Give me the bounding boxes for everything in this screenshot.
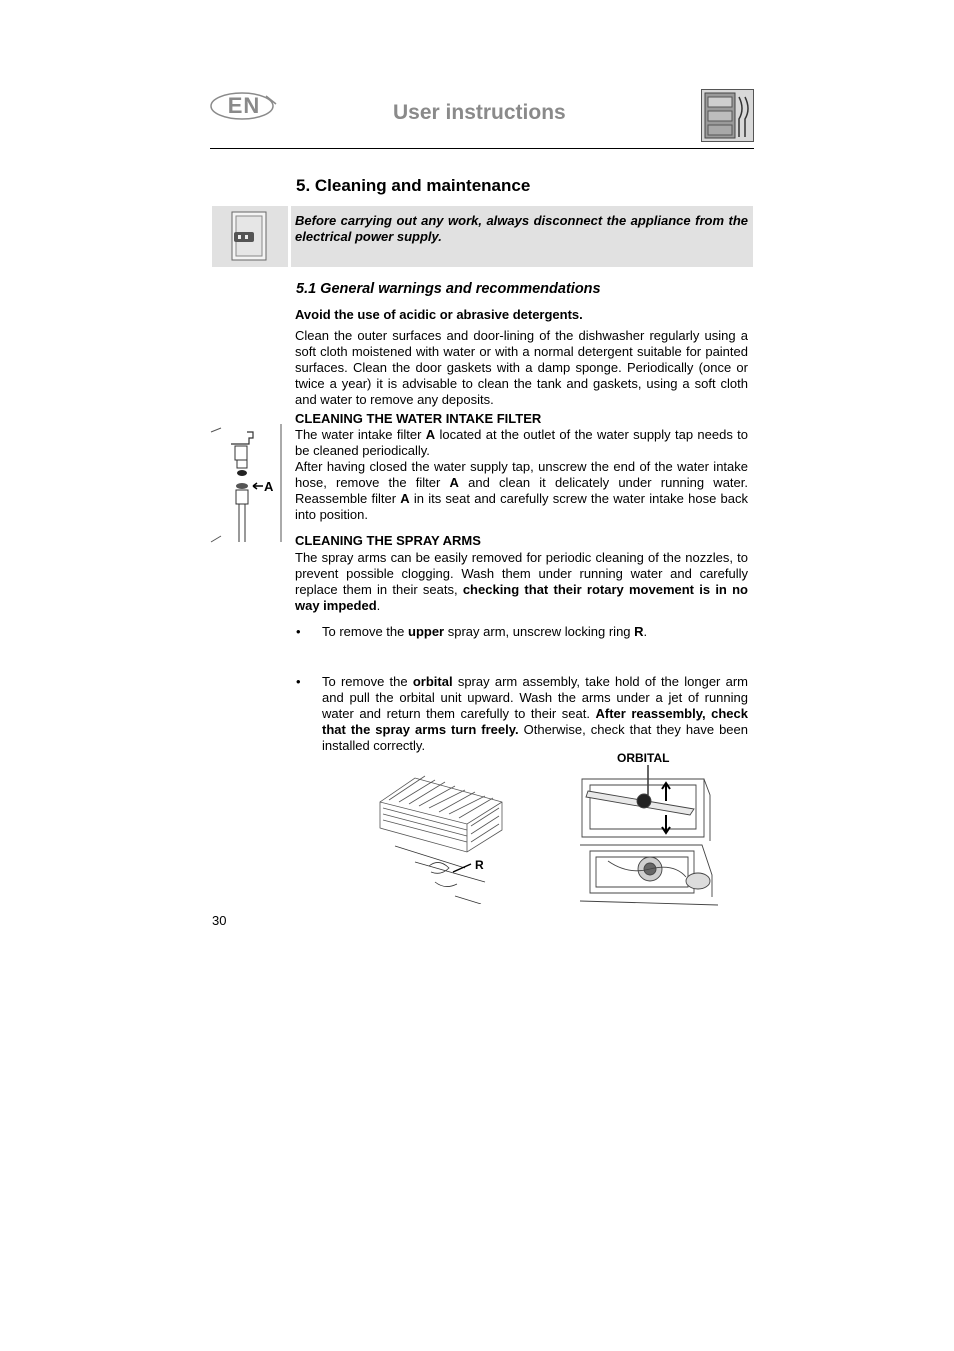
language-code: EN [227, 93, 261, 118]
bullet-upper-arm: To remove the upper spray arm, unscrew locking ring R. [322, 624, 648, 639]
bullet-orbital-arm: To remove the orbital spray arm assembly, take hold of the longer arm and pull the orbital unit upward. Wash the arms under a jet of running water and return them carefully to their seat. After reassembly, check that the spray arms turn freely. Otherwise, check that they have been installed correctly. [322, 674, 748, 753]
bullet-marker-1: • [296, 624, 301, 639]
page-header-title: User instructions [393, 101, 566, 124]
warning-text: Before carrying out any work, always disconnect the appliance from the electrical power supply. [295, 213, 748, 244]
dishwasher-icon [701, 89, 754, 142]
power-socket-icon [212, 206, 288, 267]
upper-spray-arm-figure [375, 772, 510, 904]
avoid-heading: Avoid the use of acidic or abrasive detergents. [295, 307, 583, 322]
filter-paragraph-1: The water intake filter A located at the outlet of the water supply tap needs to be cleaned periodically. [295, 427, 748, 458]
clean-paragraph: Clean the outer surfaces and door-lining of the dishwasher regularly using a soft cloth moistened with water or with a normal detergent suitable for painted surfaces. Clean the door gaskets with a damp sponge. Periodically (once or twice a year) it is advisable to clean the tank and gaskets, using a soft cloth and water to remove any deposits. [295, 328, 748, 407]
spray-arms-heading: CLEANING THE SPRAY ARMS [295, 533, 481, 548]
subsection-title: 5.1 General warnings and recommendations [296, 281, 601, 297]
page-number: 30 [212, 913, 227, 928]
warning-icon-box [212, 206, 288, 267]
upper-figure-label: R [475, 858, 484, 872]
section-title: 5. Cleaning and maintenance [296, 176, 531, 195]
spray-arms-paragraph: The spray arms can be easily removed for periodic cleaning of the nozzles, to prevent possible clogging. Wash them under running water and carefully replace them in their seats, checking that their rotary movement is in no way impeded. [295, 550, 748, 613]
orbital-figure-label: ORBITAL [617, 751, 670, 765]
header-divider [210, 148, 754, 149]
filter-heading: CLEANING THE WATER INTAKE FILTER [295, 411, 542, 426]
filter-figure-label: A [264, 479, 274, 494]
filter-paragraph-2: After having closed the water supply tap, unscrew the end of the water intake hose, remove the filter A and clean it delicately under running water. Reassemble filter A in its seat and carefully screw the water intake hose back into position. [295, 459, 748, 522]
orbital-spray-arm-figure [578, 765, 718, 907]
bullet-marker-2: • [296, 674, 301, 689]
